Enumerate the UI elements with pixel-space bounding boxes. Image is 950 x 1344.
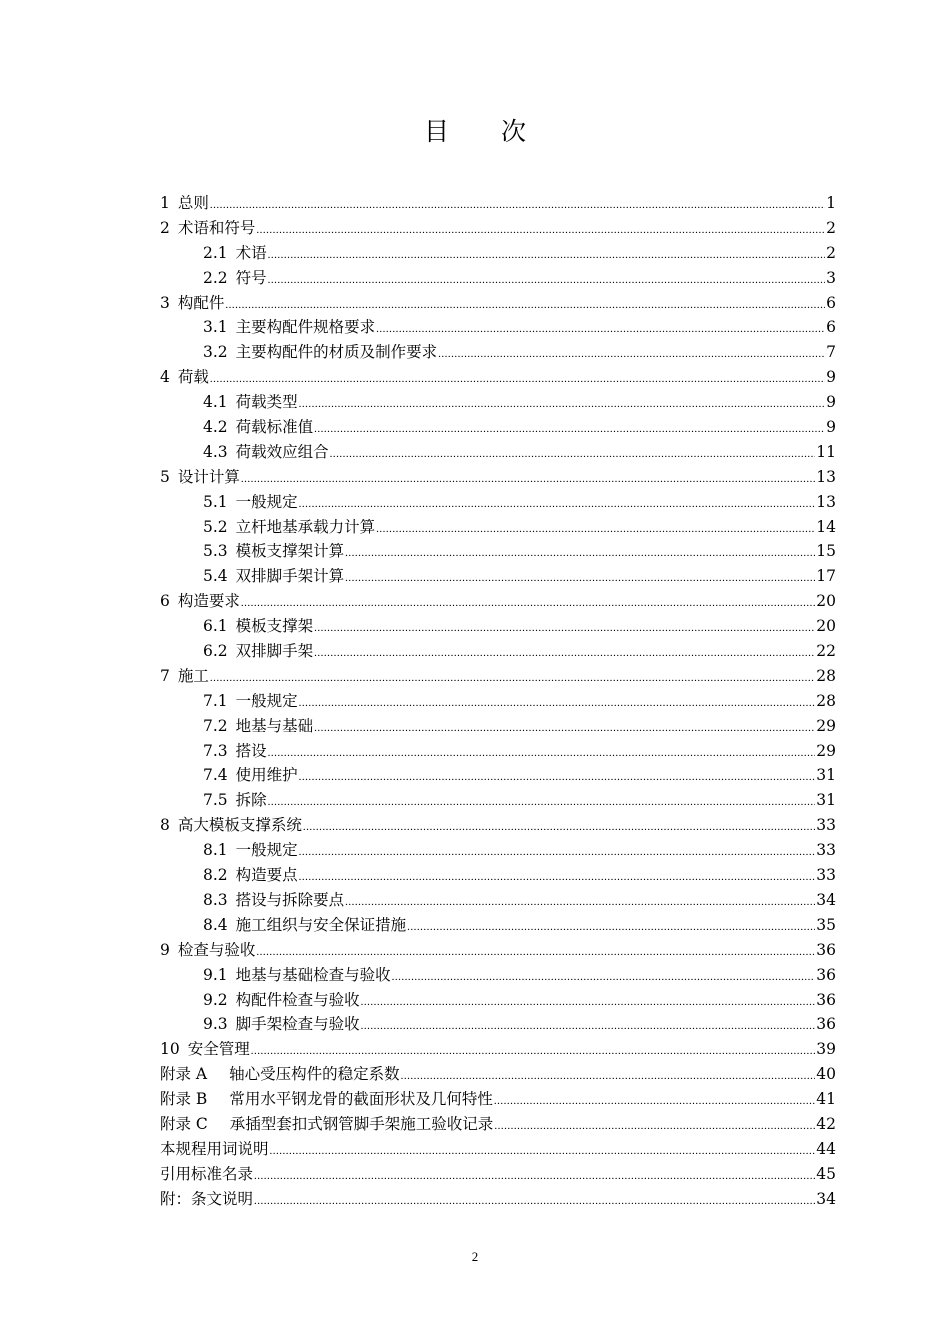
toc-leader-dots: [299, 691, 816, 716]
toc-entry-number: 7.3: [203, 741, 228, 760]
toc-entry-number: 1: [160, 194, 170, 212]
toc-entry-number: 附录 B: [160, 1090, 208, 1109]
toc-entry-label: 模板支撑架计算: [235, 542, 345, 561]
toc-entry-label: 一般规定: [235, 691, 298, 710]
toc-leader-dots: [254, 1189, 815, 1214]
toc-entry-page: 20: [816, 617, 836, 636]
toc-leader-dots: [299, 492, 816, 517]
toc-entry[interactable]: [160, 440, 836, 465]
toc-entry-page: 36: [816, 940, 836, 959]
toc-entry[interactable]: [160, 913, 836, 938]
toc-leader-dots: [210, 193, 825, 218]
toc-entry[interactable]: [160, 589, 836, 614]
toc-entry-page: 9: [826, 368, 836, 387]
toc-entry[interactable]: [160, 315, 836, 340]
toc-entry-number: 7.5: [203, 791, 228, 810]
toc-entry[interactable]: [160, 564, 836, 589]
toc-entry-label: 一般规定: [235, 492, 298, 511]
toc-entry[interactable]: [160, 390, 836, 415]
toc-leader-dots: [494, 1089, 815, 1114]
toc-entry-label: 术语和符号: [177, 218, 256, 237]
toc-entry-label: 搭设与拆除要点: [235, 890, 345, 909]
toc-leader-dots: [376, 317, 825, 342]
toc-entry-page: 7: [826, 343, 836, 362]
toc-entry[interactable]: [160, 988, 836, 1013]
toc-entry-label: 承插型套扣式钢管脚手架施工验收记录: [229, 1114, 494, 1133]
toc-entry-number: 7: [160, 666, 170, 685]
toc-entry-page: 33: [816, 866, 836, 885]
toc-entry[interactable]: [160, 1137, 836, 1162]
toc-entry[interactable]: [160, 788, 836, 813]
toc-entry-number: 4.3: [203, 442, 228, 461]
toc-leader-dots: [314, 417, 825, 442]
toc-entry[interactable]: [160, 266, 836, 291]
toc-leader-dots: [401, 1064, 816, 1089]
toc-leader-dots: [210, 666, 815, 691]
toc-entry-page: 29: [816, 716, 836, 735]
toc-entry-label: 施工: [177, 666, 209, 685]
toc-entry-number: 2: [160, 218, 170, 237]
toc-leader-dots: [407, 915, 815, 940]
toc-leader-dots: [299, 392, 825, 417]
toc-entry-number: 2.2: [203, 268, 228, 287]
toc-entry-page: 44: [816, 1139, 836, 1158]
toc-entry-page: 6: [826, 318, 836, 337]
toc-entry-number: 6: [160, 592, 170, 611]
toc-entry-label: 双排脚手架: [235, 642, 314, 661]
toc-leader-dots: [299, 840, 816, 865]
toc-entry-number: 9.3: [203, 1015, 228, 1034]
toc-leader-dots: [345, 541, 815, 566]
toc-entry-number: 4.2: [203, 418, 228, 437]
toc-leader-dots: [330, 442, 816, 467]
toc-leader-dots: [303, 815, 815, 840]
toc-entry-page: 29: [816, 741, 836, 760]
toc-entry-label: 常用水平钢龙骨的截面形状及几何特性: [229, 1090, 493, 1109]
toc-leader-dots: [314, 641, 815, 666]
toc-entry[interactable]: [160, 539, 836, 564]
toc-entry-page: 35: [816, 915, 836, 934]
toc-entry-label: 地基与基础: [235, 716, 314, 735]
toc-entry-label: 构配件: [177, 293, 225, 312]
toc-entry-label: 轴心受压构件的稳定系数: [229, 1065, 400, 1084]
toc-entry-label: 构造要求: [177, 592, 240, 611]
toc-entry[interactable]: [160, 1162, 836, 1187]
toc-entry-page: 13: [816, 467, 836, 486]
toc-entry[interactable]: [160, 1087, 836, 1112]
toc-entry-number: 8.2: [203, 866, 228, 885]
toc-leader-dots: [225, 293, 825, 318]
toc-leader-dots: [494, 1114, 815, 1139]
toc-entry-number: 8.3: [203, 890, 228, 909]
toc-entry-page: 14: [816, 517, 836, 536]
toc-entry-label: 立杆地基承载力计算: [235, 517, 376, 536]
toc-entry[interactable]: [160, 963, 836, 988]
toc-leader-dots: [210, 367, 825, 392]
toc-entry-number: 5.2: [203, 517, 228, 536]
toc-entry[interactable]: [160, 216, 836, 241]
toc-entry-number: 7.4: [203, 766, 228, 785]
toc-leader-dots: [314, 716, 815, 741]
toc-leader-dots: [254, 1164, 815, 1189]
toc-leader-dots: [361, 990, 816, 1015]
toc-entry-number: 3: [160, 293, 170, 312]
toc-entry-page: 22: [816, 642, 836, 661]
toc-entry-page: 34: [816, 890, 836, 909]
toc-entry-page: 31: [816, 766, 836, 785]
toc-entry-label: 本规程用词说明: [160, 1139, 269, 1158]
toc-entry-number: 8.1: [203, 841, 228, 860]
toc-entry-page: 20: [816, 592, 836, 611]
toc-entry-page: 45: [816, 1164, 836, 1183]
toc-leader-dots: [268, 268, 825, 293]
toc-entry-number: 8.4: [203, 915, 228, 934]
toc-entry-page: 9: [826, 393, 836, 412]
toc-entry-label: 荷载标准值: [235, 418, 314, 437]
toc-entry-label: 附：条文说明: [160, 1189, 254, 1208]
toc-entry-page: 6: [826, 293, 836, 312]
toc-entry-number: 2.1: [203, 243, 228, 262]
toc-entry-label: 一般规定: [235, 841, 298, 860]
toc-entry-label: 拆除: [235, 791, 267, 810]
toc-leader-dots: [268, 741, 816, 766]
toc-entry-label: 高大模板支撑系统: [177, 816, 302, 835]
toc-entry[interactable]: [160, 664, 836, 689]
toc-leader-dots: [268, 243, 825, 268]
toc-entry-page: 33: [816, 816, 836, 835]
toc-entry-page: 39: [816, 1040, 836, 1059]
toc-entry[interactable]: [160, 614, 836, 639]
toc-entry-label: 脚手架检查与验收: [235, 1015, 360, 1034]
toc-entry-number: 9.2: [203, 990, 228, 1009]
toc-entry-number: 7.1: [203, 691, 228, 710]
toc-entry-page: 17: [816, 567, 836, 586]
toc-entry[interactable]: [160, 938, 836, 963]
toc-entry-page: 41: [816, 1090, 836, 1109]
toc-entry-number: 9.1: [203, 965, 228, 984]
toc-leader-dots: [256, 218, 825, 243]
toc-entry-label: 设计计算: [177, 467, 240, 486]
toc-entry[interactable]: [160, 838, 836, 863]
toc-entry-number: 8: [160, 816, 170, 835]
toc-leader-dots: [345, 890, 815, 915]
toc-leader-dots: [345, 566, 815, 591]
toc-entry-number: 10: [160, 1040, 180, 1059]
toc-entry[interactable]: [160, 739, 836, 764]
toc-leader-dots: [438, 342, 825, 367]
toc-entry-page: 28: [816, 666, 836, 685]
toc-leader-dots: [392, 965, 816, 990]
toc-leader-dots: [251, 1039, 816, 1064]
page-number: 2: [471, 1249, 479, 1264]
toc-entry-label: 地基与基础检查与验收: [235, 965, 391, 984]
toc-entry-page: 33: [816, 841, 836, 860]
toc-leader-dots: [376, 517, 815, 542]
toc-entry-label: 荷载: [177, 368, 209, 387]
toc-entry-page: 13: [816, 492, 836, 511]
toc-entry-page: 3: [826, 268, 836, 287]
toc-entry-number: 4.1: [203, 393, 228, 412]
toc-entry[interactable]: [160, 490, 836, 515]
toc-entry-page: 42: [816, 1114, 836, 1133]
toc-entry-page: 2: [826, 218, 836, 237]
toc-entry-label: 符号: [235, 268, 267, 287]
toc-entry-label: 荷载效应组合: [235, 442, 329, 461]
toc-entry-number: 5.1: [203, 492, 228, 511]
toc-entry-label: 构配件检查与验收: [235, 990, 360, 1009]
toc-entry[interactable]: [160, 863, 836, 888]
toc-entry-page: 36: [816, 1015, 836, 1034]
toc-entry[interactable]: [160, 291, 836, 316]
toc-entry-page: 36: [816, 965, 836, 984]
toc-entry-page: 11: [816, 442, 836, 461]
toc-entry[interactable]: [160, 191, 836, 216]
toc-entry[interactable]: [160, 1012, 836, 1037]
toc-leader-dots: [256, 940, 815, 965]
toc-entry-label: 总则: [177, 194, 209, 212]
toc-entry[interactable]: [160, 515, 836, 540]
toc-entry-label: 荷载类型: [235, 393, 298, 412]
toc-entry-number: 3.1: [203, 318, 228, 337]
toc-entry[interactable]: [160, 1062, 836, 1087]
toc-entry[interactable]: [160, 340, 836, 365]
toc-entry-page: 28: [816, 691, 836, 710]
toc-entry-number: 附录 C: [160, 1114, 208, 1133]
toc-entry-label: 术语: [235, 243, 267, 262]
toc-leader-dots: [314, 616, 815, 641]
toc-entry-page: 31: [816, 791, 836, 810]
toc-entry-label: 引用标准名录: [160, 1164, 254, 1183]
toc-entry[interactable]: [160, 241, 836, 266]
toc-leader-dots: [241, 591, 815, 616]
toc-leader-dots: [299, 765, 816, 790]
toc-entry[interactable]: [160, 714, 836, 739]
toc-leader-dots: [299, 865, 816, 890]
table-of-contents: [160, 191, 836, 1212]
toc-entry[interactable]: [160, 639, 836, 664]
toc-entry-number: 7.2: [203, 716, 228, 735]
toc-entry-label: 双排脚手架计算: [235, 567, 345, 586]
toc-entry-label: 构造要点: [235, 866, 298, 885]
toc-entry[interactable]: [160, 763, 836, 788]
toc-leader-dots: [270, 1139, 816, 1164]
toc-entry-page: 2: [826, 243, 836, 262]
toc-entry-number: 6.2: [203, 642, 228, 661]
toc-entry-label: 搭设: [235, 741, 267, 760]
toc-entry[interactable]: [160, 465, 836, 490]
toc-entry-number: 附录 A: [160, 1065, 208, 1084]
toc-entry-number: 5.4: [203, 567, 228, 586]
toc-leader-dots: [268, 790, 816, 815]
toc-entry-number: 6.1: [203, 617, 228, 636]
toc-entry-number: 5.3: [203, 542, 228, 561]
toc-leader-dots: [361, 1014, 816, 1039]
toc-entry-page: 34: [816, 1189, 836, 1208]
toc-entry[interactable]: [160, 1037, 836, 1062]
toc-entry[interactable]: [160, 365, 836, 390]
toc-entry-number: 3.2: [203, 343, 228, 362]
toc-entry-number: 5: [160, 467, 170, 486]
toc-entry[interactable]: [160, 689, 836, 714]
toc-entry-label: 安全管理: [187, 1040, 250, 1059]
toc-entry[interactable]: [160, 1187, 836, 1212]
toc-entry-number: 4: [160, 368, 170, 387]
toc-entry-page: 36: [816, 990, 836, 1009]
toc-entry-label: 主要构配件规格要求: [235, 318, 376, 337]
toc-entry-label: 模板支撑架: [235, 617, 314, 636]
toc-entry-label: 使用维护: [235, 766, 298, 785]
toc-entry-page: 15: [816, 542, 836, 561]
toc-entry[interactable]: [160, 415, 836, 440]
toc-leader-dots: [241, 467, 815, 492]
toc-entry[interactable]: [160, 813, 836, 838]
toc-entry-page: 40: [816, 1065, 836, 1084]
toc-entry[interactable]: [160, 888, 836, 913]
toc-entry-page: 9: [826, 418, 836, 437]
toc-entry-page: 1: [826, 194, 836, 212]
page-title: 目 次: [424, 117, 548, 146]
toc-entry-label: 检查与验收: [177, 940, 256, 959]
toc-entry[interactable]: [160, 1112, 836, 1137]
toc-entry-label: 主要构配件的材质及制作要求: [235, 343, 438, 362]
toc-entry-number: 9: [160, 940, 170, 959]
toc-entry-label: 施工组织与安全保证措施: [235, 915, 407, 934]
